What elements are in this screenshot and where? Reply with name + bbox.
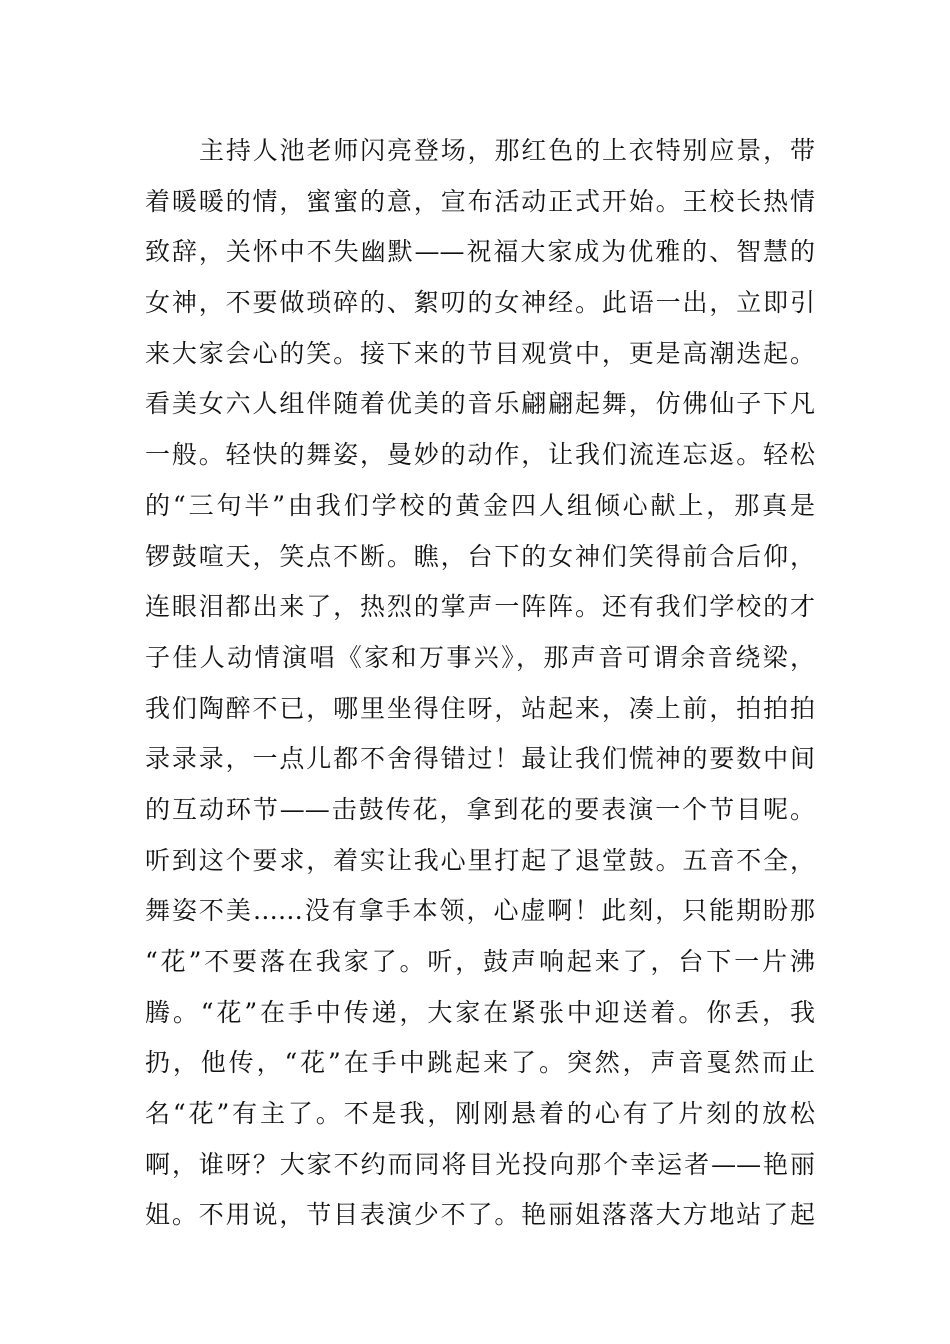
text-line: 姐。不用说，节目表演少不了。艳丽姐落落大方地站了起 <box>145 1200 815 1230</box>
text-line: 的“三句半”由我们学校的黄金四人组倾心献上，那真是 <box>145 490 815 520</box>
text-line: 连眼泪都出来了，热烈的掌声一阵阵。还有我们学校的才 <box>145 592 815 622</box>
text-line: 来大家会心的笑。接下来的节目观赏中，更是高潮迭起。 <box>145 338 815 368</box>
text-line: 锣鼓喧天，笑点不断。瞧，台下的女神们笑得前合后仰， <box>145 541 815 571</box>
text-line: 我们陶醉不已，哪里坐得住呀，站起来，凑上前，拍拍拍 <box>145 693 815 723</box>
text-line: 主持人池老师闪亮登场，那红色的上衣特别应景，带 <box>199 136 815 165</box>
text-line: 舞姿不美……没有拿手本领，心虚啊！此刻，只能期盼那 <box>145 896 815 926</box>
text-line: 的互动环节——击鼓传花，拿到花的要表演一个节目呢。 <box>145 794 815 824</box>
text-line: 录录录，一点儿都不舍得错过！最让我们慌神的要数中间 <box>145 744 815 774</box>
text-line: 一般。轻快的舞姿，曼妙的动作，让我们流连忘返。轻松 <box>145 440 815 470</box>
text-line: 听到这个要求，着实让我心里打起了退堂鼓。五音不全， <box>145 845 815 875</box>
text-line: 致辞，关怀中不失幽默——祝福大家成为优雅的、智慧的 <box>145 237 815 267</box>
text-line: 腾。“花”在手中传递，大家在紧张中迎送着。你丢，我 <box>145 997 815 1027</box>
text-line: “花”不要落在我家了。听，鼓声响起来了，台下一片沸 <box>145 947 815 976</box>
text-line: 着暖暖的情，蜜蜜的意，宣布活动正式开始。王校长热情 <box>145 186 815 216</box>
text-line: 名“花”有主了。不是我，刚刚悬着的心有了片刻的放松 <box>145 1099 815 1129</box>
article-paragraph <box>145 126 815 1241</box>
text-line: 子佳人动情演唱《家和万事兴》，那声音可谓余音绕梁， <box>145 642 815 672</box>
text-line: 看美女六人组伴随着优美的音乐翩翩起舞，仿佛仙子下凡 <box>145 389 815 419</box>
text-line: 啊，谁呀？大家不约而同将目光投向那个幸运者——艳丽 <box>145 1149 815 1179</box>
text-line: 女神，不要做琐碎的、絮叨的女神经。此语一出，立即引 <box>145 288 815 318</box>
text-line: 扔，他传，“花”在手中跳起来了。突然，声音戛然而止 <box>145 1048 815 1078</box>
